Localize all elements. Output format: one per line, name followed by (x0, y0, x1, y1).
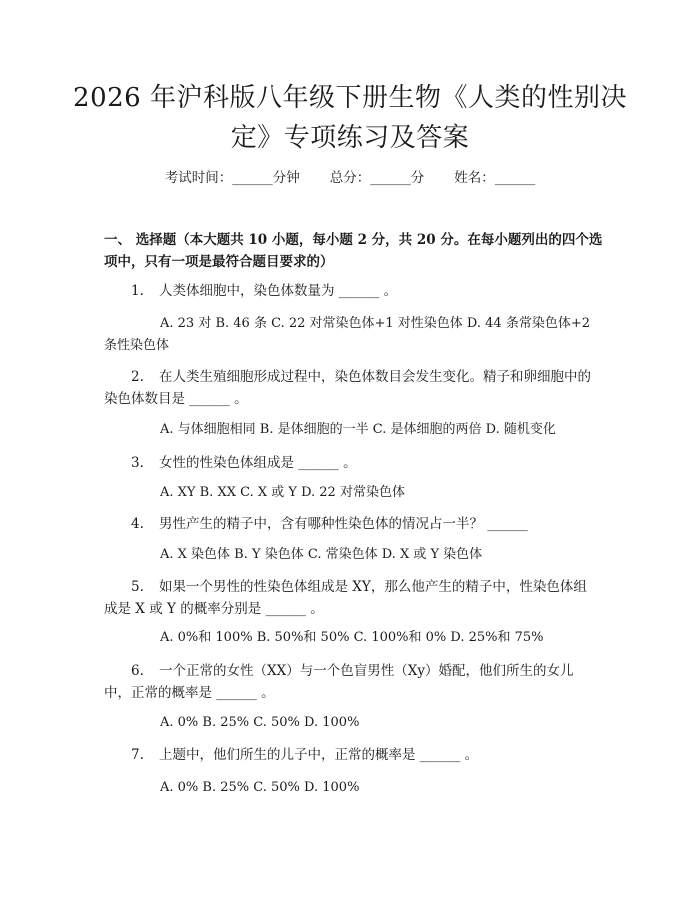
question-2-options: A. 与体细胞相同 B. 是体细胞的一半 C. 是体细胞的两倍 D. 随机变化 (160, 422, 556, 437)
question-number: 3. (131, 455, 144, 471)
question-text: 女性的性染色体组成是 ______ 。 (159, 455, 357, 471)
question-number: 7. (131, 747, 144, 763)
exam-info (0, 168, 700, 188)
question-number: 5. (131, 579, 144, 595)
question-4 (104, 513, 600, 535)
question-6 (104, 660, 600, 704)
question-7-options: A. 0% B. 25% C. 50% D. 100% (160, 780, 360, 795)
question-number: 1. (131, 283, 144, 299)
question-2 (104, 366, 600, 410)
question-text: 人类体细胞中，染色体数量为 ______ 。 (159, 283, 398, 299)
question-4-options: A. X 染色体 B. Y 染色体 C. 常染色体 D. X 或 Y 染色体 (160, 547, 483, 562)
question-number: 4. (131, 516, 144, 532)
document-title: 2026 年沪科版八年级下册生物《人类的性别决定》专项练习及答案 (73, 83, 627, 153)
question-number: 6. (131, 663, 144, 679)
question-number: 2. (131, 369, 144, 385)
exam-time: 考试时间：______分钟 (164, 170, 300, 186)
question-text: 在人类生殖细胞形成过程中，染色体数目会发生变化。精子和卵细胞中的染色体数目是 ______ 。 (104, 369, 591, 407)
question-1 (104, 280, 600, 302)
question-7 (104, 744, 600, 766)
question-text: 一个正常的女性（XX）与一个色盲男性（Xy）婚配，他们所生的女儿中，正常的概率是 ______ 。 (104, 663, 574, 701)
question-text: 上题中，他们所生的儿子中，正常的概率是 ______ 。 (159, 747, 479, 763)
question-5-options: A. 0%和 100% B. 50%和 50% C. 100%和 0% D. 25%和 75% (160, 630, 544, 645)
question-5 (104, 576, 600, 620)
exam-score: 总分：______分 (329, 170, 425, 186)
exam-name: 姓名：______ (454, 170, 536, 186)
question-text: 如果一个男性的性染色体组成是 XY，那么他产生的精子中，性染色体组成是 X 或 Y 的概率分别是 ______ 。 (104, 579, 587, 617)
question-6-options: A. 0% B. 25% C. 50% D. 100% (160, 715, 360, 730)
question-3-options: A. XY B. XX C. X 或 Y D. 22 对常染色体 (160, 485, 405, 500)
section-header: 一、 选择题（本大题共 10 小题，每小题 2 分，共 20 分。在每小题列出的四个选项中，只有一项是最符合题目要求的） (104, 232, 603, 270)
question-text: 男性产生的精子中，含有哪种性染色体的情况占一半？ ______ (159, 516, 528, 532)
question-1-options: A. 23 对 B. 46 条 C. 22 对常染色体+1 对性染色体 D. 44 条常染色体+2 条性染色体 (104, 316, 590, 353)
question-3 (104, 452, 600, 474)
